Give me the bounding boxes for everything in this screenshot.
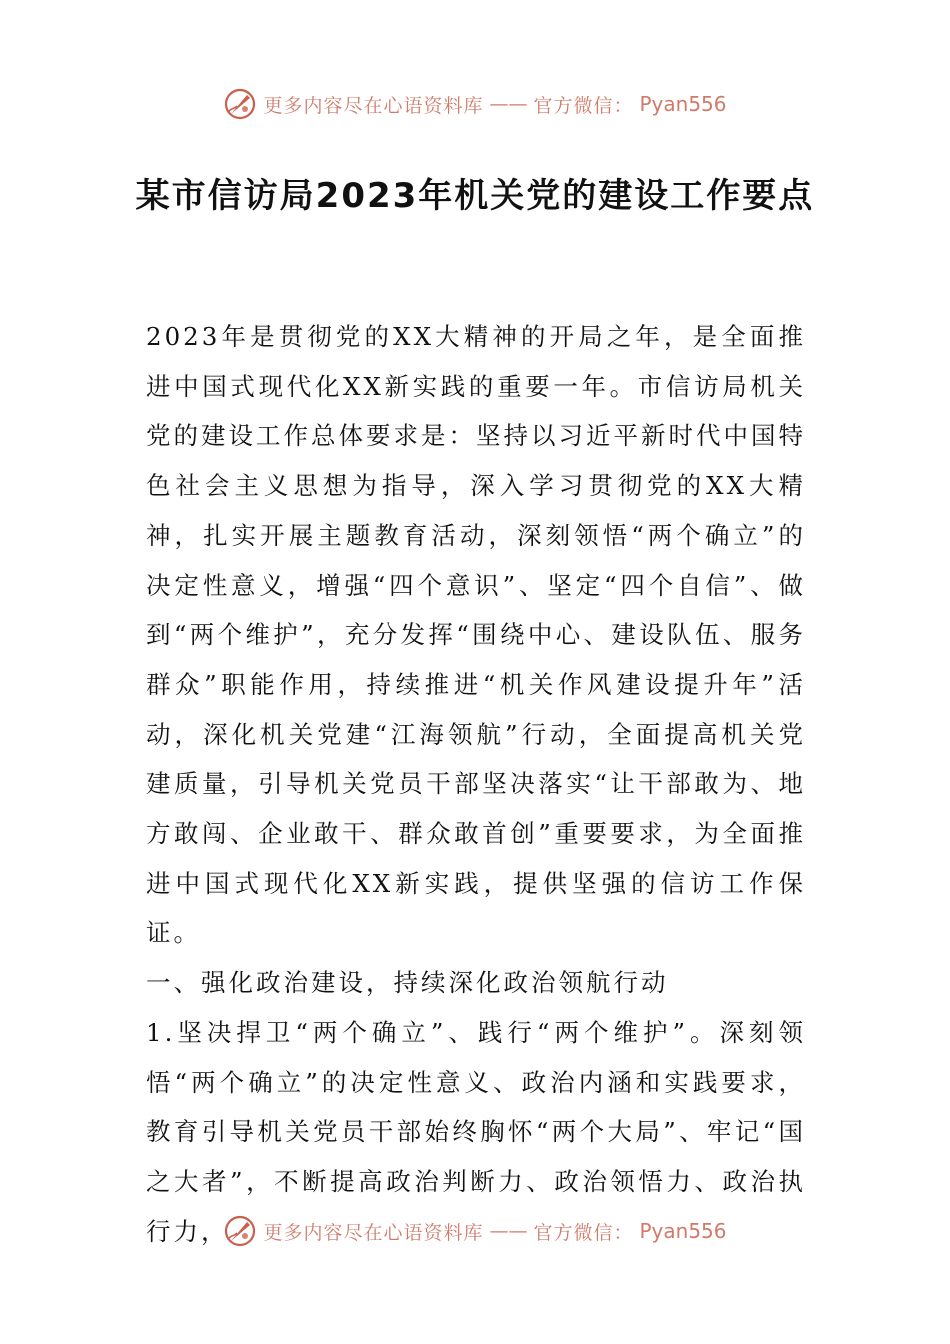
watermark-text: 更多内容尽在心语资料库 bbox=[263, 94, 484, 117]
watermark-handle: Pyan556 bbox=[639, 1219, 727, 1243]
paragraph-intro: 2023年是贯彻党的XX大精神的开局之年，是全面推进中国式现代化XX新实践的重要一年。市信访局机关党的建设工作总体要求是：坚持以习近平新时代中国特色社会主义思想为指导，深入学习贯彻党的XX大精神，扎实开展主题教育活动，深刻领悟“两个确立”的决定性意义，增强“四个意识”、坚定“四个自信”、做到“两个维护”，充分发挥“围绕中心、建设队伍、服务群众”职能作用，持续推进“机关作风建设提升年”活动，深化机关党建“江海领航”行动，全面提高机关党建质量，引导机关党员干部坚决落实“让干部敢为、地方敢闯、企业敢干、群众敢首创”重要要求，为全面推进中国式现代化XX新实践，提供坚强的信访工作保证。 bbox=[146, 322, 806, 948]
paragraph-item-1: 1.坚决捍卫“两个确立”、践行“两个维护”。深刻领悟“两个确立”的决定性意义、政治内涵和实践要求，教育引导机关党员干部始终胸怀“两个大局”、牢记“国之大者”，不断提高政治判断力、政治领悟力、政治执行力， bbox=[146, 1017, 806, 1246]
watermark-label: 官方微信： bbox=[533, 94, 634, 117]
header-watermark bbox=[0, 84, 950, 124]
watermark-text: 更多内容尽在心语资料库 bbox=[263, 1221, 484, 1244]
document-title: 某市信访局2023年机关党的建设工作要点 bbox=[135, 176, 815, 216]
section-heading-1: 一、强化政治建设，持续深化政治领航行动 bbox=[146, 968, 669, 998]
footer-watermark bbox=[0, 1211, 950, 1251]
quill-logo-icon bbox=[223, 1214, 257, 1248]
watermark-label: 官方微信： bbox=[533, 1221, 634, 1244]
document-body bbox=[146, 312, 806, 1256]
watermark-separator: —— bbox=[489, 93, 528, 115]
watermark-separator: —— bbox=[489, 1220, 528, 1242]
watermark-handle: Pyan556 bbox=[639, 92, 727, 116]
quill-logo-icon bbox=[223, 87, 257, 121]
